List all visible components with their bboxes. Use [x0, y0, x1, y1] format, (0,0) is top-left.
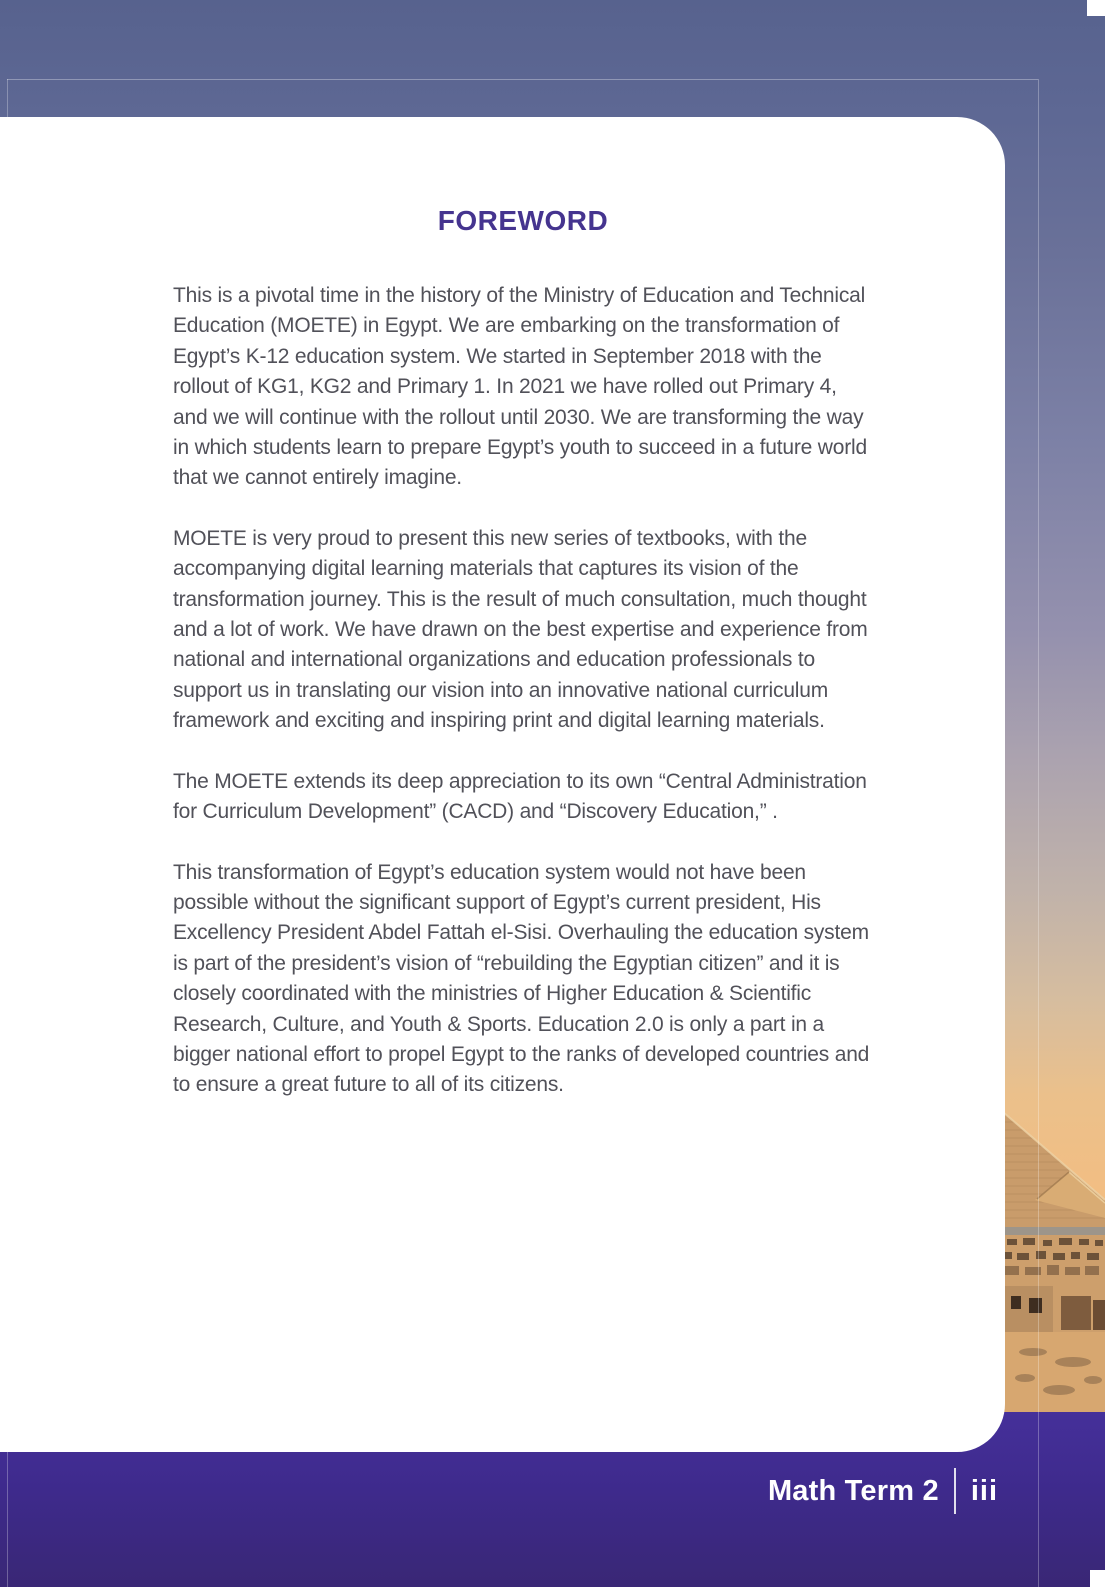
- footer-divider: [954, 1468, 956, 1514]
- footer: [768, 1468, 998, 1514]
- content-card: [0, 117, 1005, 1452]
- footer-book-title: Math Term 2: [767, 1474, 939, 1507]
- paragraph: This is a pivotal time in the history of the Ministry of Education and Technical Education (MOETE) in Egypt. We are embarking on the transformation of Egypt’s K-12 education system. We started in September 2018 with the rollout of KG1, KG2 and Primary 1. In 2021 we have rolled out Primary 4, and we will continue with the rollout until 2030. We are transforming the way in which students learn to prepare Egypt’s youth to succeed in a future world that we cannot entirely imagine.: [173, 284, 867, 490]
- corner-notch-top: [1087, 0, 1105, 16]
- text-column: [173, 205, 873, 1101]
- corner-notch-bottom: [1090, 1570, 1105, 1587]
- paragraph: The MOETE extends its deep appreciation to its own “Central Administration for Curriculum Development” (CACD) and “Discovery Education,” .: [173, 769, 867, 824]
- cover-frame-top-line: [7, 79, 1038, 80]
- paragraph: This transformation of Egypt’s education system would not have been possible without the significant support of Egypt’s current president, His Excellency President Abdel Fattah el-Sisi. Overhauling the education system is part of the president’s vision of “rebuilding the Egyptian citizen” and it is closely coordinated with the ministries of Higher Education & Scientific Research, Culture, and Youth & Sports. Education 2.0 is only a part in a bigger national effort to propel Egypt to the ranks of developed countries and to ensure a great future to all of its citizens.: [173, 860, 870, 1097]
- footer-page-number: iii: [970, 1474, 998, 1507]
- page-title: FOREWORD: [437, 205, 609, 236]
- pyramids-photo: [1003, 1100, 1105, 1412]
- cover-frame-right-line: [1038, 79, 1039, 1587]
- paragraph: MOETE is very proud to present this new series of textbooks, with the accompanying digital learning materials that captures its vision of the transformation journey. This is the result of much consultation, much thought and a lot of work. We have drawn on the best expertise and experience from national and international organizations and education professionals to support us in translating our vision into an innovative national curriculum framework and exciting and inspiring print and digital learning materials.: [173, 526, 868, 733]
- foreword-body: [173, 281, 873, 1101]
